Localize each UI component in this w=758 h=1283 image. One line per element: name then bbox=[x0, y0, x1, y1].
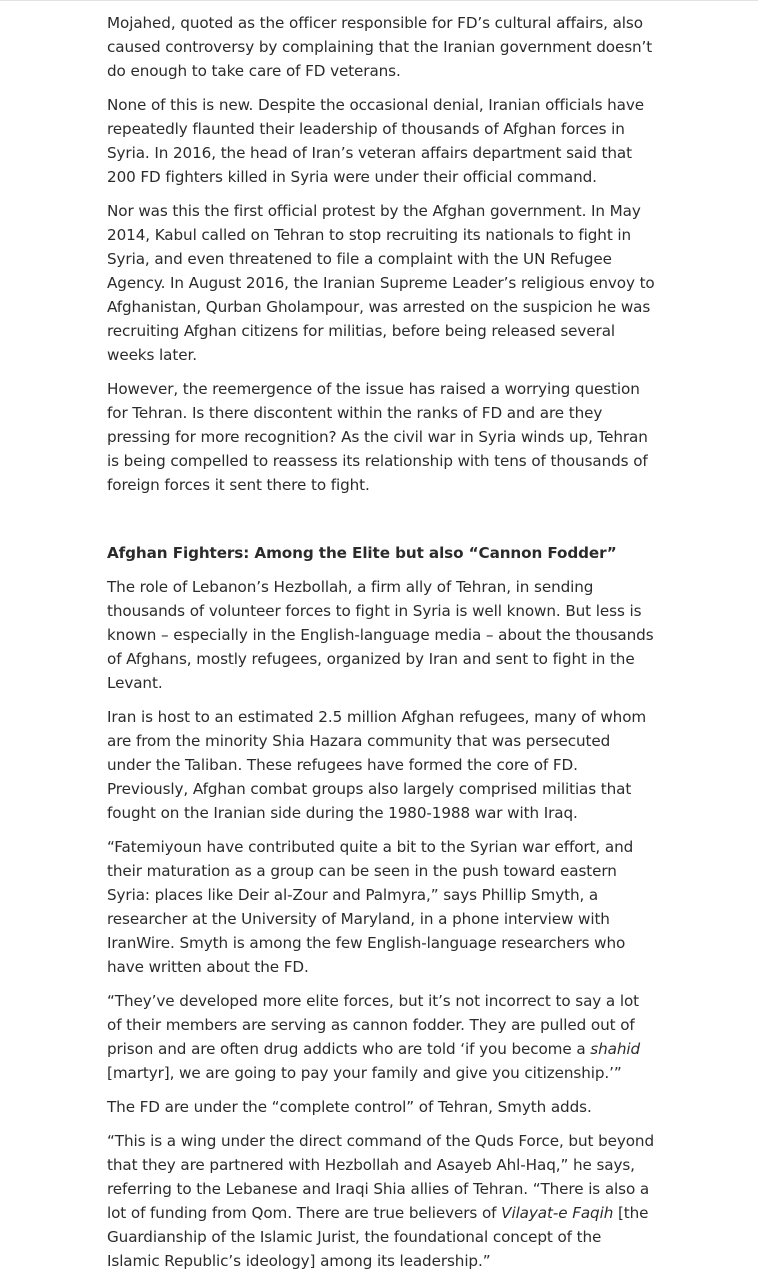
paragraph-official-protest: Nor was this the first official protest by the Afghan government. In May 2014, Kabul called on Tehran to stop recruiting its nationals to fight in Syria, and even threatened to file a complaint with the UN Refugee Agency. In August 2016, the Iranian Supreme Leader’s religious envoy to Afghanistan, Qurban Gholampour, was arrested on the suspicion he was recruiting Afghan citizens for militias, before being released several weeks later. bbox=[107, 202, 655, 364]
quote-text-start: “This is a wing under the direct command of the Quds Force, but beyond that they are partnered with Hezbollah and Asayeb Ahl-Haq,” he says, referring to the Lebanese and Iraqi Shia allies of Tehran. “There is also a lot of funding from Qom. There are true believers of bbox=[107, 1132, 655, 1222]
quote-text-start: “They’ve developed more elite forces, but it’s not incorrect to say a lot of their members are serving as cannon fodder. They are pulled out of prison and are often drug addicts who are told ‘if you become a bbox=[107, 992, 640, 1058]
quote-text-end: [martyr], we are going to pay your family and give you citizenship.’” bbox=[107, 1064, 622, 1082]
italic-term-shahid: shahid bbox=[590, 1040, 641, 1058]
quote-text-end: [the Guardianship of the Islamic Jurist, the foundational concept of the Islamic Republic’s ideology] among its leadership.” bbox=[107, 1204, 649, 1270]
paragraph-none-new: None of this is new. Despite the occasional denial, Iranian officials have repeatedly flaunted their leadership of thousands of Afghan forces in Syria. In 2016, the head of Iran’s veteran affairs department said that 200 FD fighters killed in Syria were under their official command. bbox=[107, 96, 645, 186]
paragraph-refugees: Iran is host to an estimated 2.5 million Afghan refugees, many of whom are from the minority Shia Hazara community that was persecuted under the Taliban. These refugees have formed the core of FD. Previously, Afghan combat groups also largely comprised militias that fought on the Iranian side during the 1980-1988 war with Iraq. bbox=[107, 708, 647, 822]
paragraph-reemergence: However, the reemergence of the issue has raised a worrying question for Tehran. Is there discontent within the ranks of FD and are they pressing for more recognition? As the civil war in Syria winds up, Tehran is being compelled to reassess its relationship with tens of thousands of foreign forces it sent there to fight. bbox=[107, 380, 648, 494]
top-divider bbox=[0, 0, 758, 1]
paragraph-mojahed: Mojahed, quoted as the officer responsible for FD’s cultural affairs, also caused controversy by complaining that the Iranian government doesn’t do enough to take care of FD veterans. bbox=[107, 14, 653, 80]
paragraph-complete-control: The FD are under the “complete control” of Tehran, Smyth adds. bbox=[107, 1098, 592, 1116]
article-body bbox=[107, 11, 655, 1283]
section-subheading: Afghan Fighters: Among the Elite but also “Cannon Fodder” bbox=[107, 544, 617, 562]
paragraph-cannon-fodder bbox=[107, 989, 655, 1085]
paragraph-quds-force bbox=[107, 1129, 655, 1273]
italic-term-vilayat: Vilayat-e Faqih bbox=[501, 1204, 614, 1222]
paragraph-smyth-quote: “Fatemiyoun have contributed quite a bit to the Syrian war effort, and their maturation as a group can be seen in the push toward eastern Syria: places like Deir al-Zour and Palmyra,” says Phillip Smyth, a researcher at the University of Maryland, in a phone interview with IranWire. Smyth is among the few English-language researchers who have written about the FD. bbox=[107, 838, 634, 976]
paragraph-hezbollah-role: The role of Lebanon’s Hezbollah, a firm ally of Tehran, in sending thousands of volunteer forces to fight in Syria is well known. But less is known – especially in the English-language media – about the thousands of Afghans, mostly refugees, organized by Iran and sent to fight in the Levant. bbox=[107, 578, 654, 692]
